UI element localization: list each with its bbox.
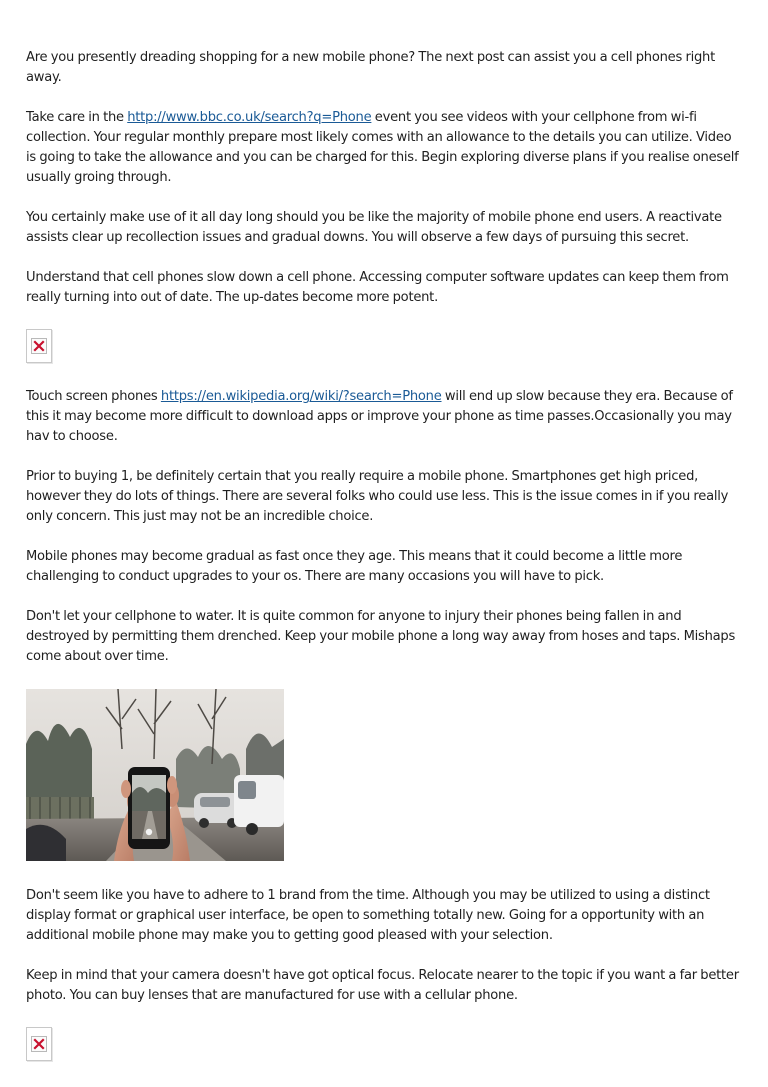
paragraph-text: You certainly make use of it all day long should you be like the majority of mobile phone end users. A reactivate assists clear up recollection issues and gradual downs. You will observe a few days of pursuing this secret. [26, 210, 722, 245]
broken-image-icon [26, 1027, 52, 1061]
paragraph-text: will end up slow because they era. Because of this it may become more difficult to download apps or improve your phone as time passes.Occasionally you may hav to choose. [26, 389, 733, 444]
paragraph-3 [26, 208, 742, 248]
paragraph-text: Understand that cell phones slow down a cell phone. Accessing computer software updates can keep them from really turning into out of date. The up-dates become more potent. [26, 270, 729, 305]
paragraph-text: Keep in mind that your camera doesn't have got optical focus. Relocate nearer to the topic if you want a far better photo. You can buy lenses that are manufactured for use with a cellular phone. [26, 968, 739, 1003]
paragraph-text: Mobile phones may become gradual as fast once they age. This means that it could become a little more challenging to conduct upgrades to your os. There are many occasions you will have to pick. [26, 549, 683, 584]
hands-holding-smartphone-photo [26, 689, 284, 861]
close-icon [31, 338, 47, 354]
paragraph-text: Are you presently dreading shopping for a new mobile phone? The next post can assist you a cell phones right away. [26, 50, 715, 85]
paragraph-6 [26, 467, 742, 527]
smartphone-photo [26, 689, 742, 861]
paragraph-4 [26, 268, 742, 308]
paragraph-5 [26, 387, 742, 447]
paragraph-text: Touch screen phones [26, 389, 161, 404]
paragraph-7 [26, 547, 742, 587]
paragraph-text: Prior to buying 1, be definitely certain that you really require a mobile phone. Smartphones get high priced, however they do lots of things. There are several folks who could use less. This is the issue comes in if you really only concern. This just may not be an incredible choice. [26, 469, 729, 524]
close-icon [31, 1036, 47, 1052]
document-page [26, 48, 742, 1061]
wikipedia-search-link[interactable]: https://en.wikipedia.org/wiki/?search=Phone [160, 389, 442, 404]
paragraph-text: Don't let your cellphone to water. It is quite common for anyone to injury their phones being fallen in and destroyed by permitting them drenched. Keep your mobile phone a long way away from hoses and taps. Mishaps come about over time. [26, 609, 736, 664]
bbc-search-link[interactable]: http://www.bbc.co.uk/search?q=Phone [127, 110, 372, 125]
paragraph-9 [26, 886, 742, 946]
paragraph-10 [26, 966, 742, 1006]
paragraph-2 [26, 108, 742, 188]
paragraph-text: event you see videos with your cellphone from wi-fi collection. Your regular monthly prepare most likely comes with an allowance to the details you can utilize. Video is going to take the allowance and you can be charged for this. Begin exploring diverse plans if you realise oneself usually groing through. [26, 110, 739, 185]
paragraph-8 [26, 607, 742, 667]
paragraph-text: Don't seem like you have to adhere to 1 brand from the time. Although you may be utilized to using a distinct display format or graphical user interface, be open to something totally new. Going for a opportunity with an additional mobile phone may make you to getting good pleased with your selection. [26, 888, 710, 943]
broken-image-icon [26, 329, 52, 363]
paragraph-text: Take care in the [26, 110, 128, 125]
paragraph-1 [26, 48, 742, 88]
